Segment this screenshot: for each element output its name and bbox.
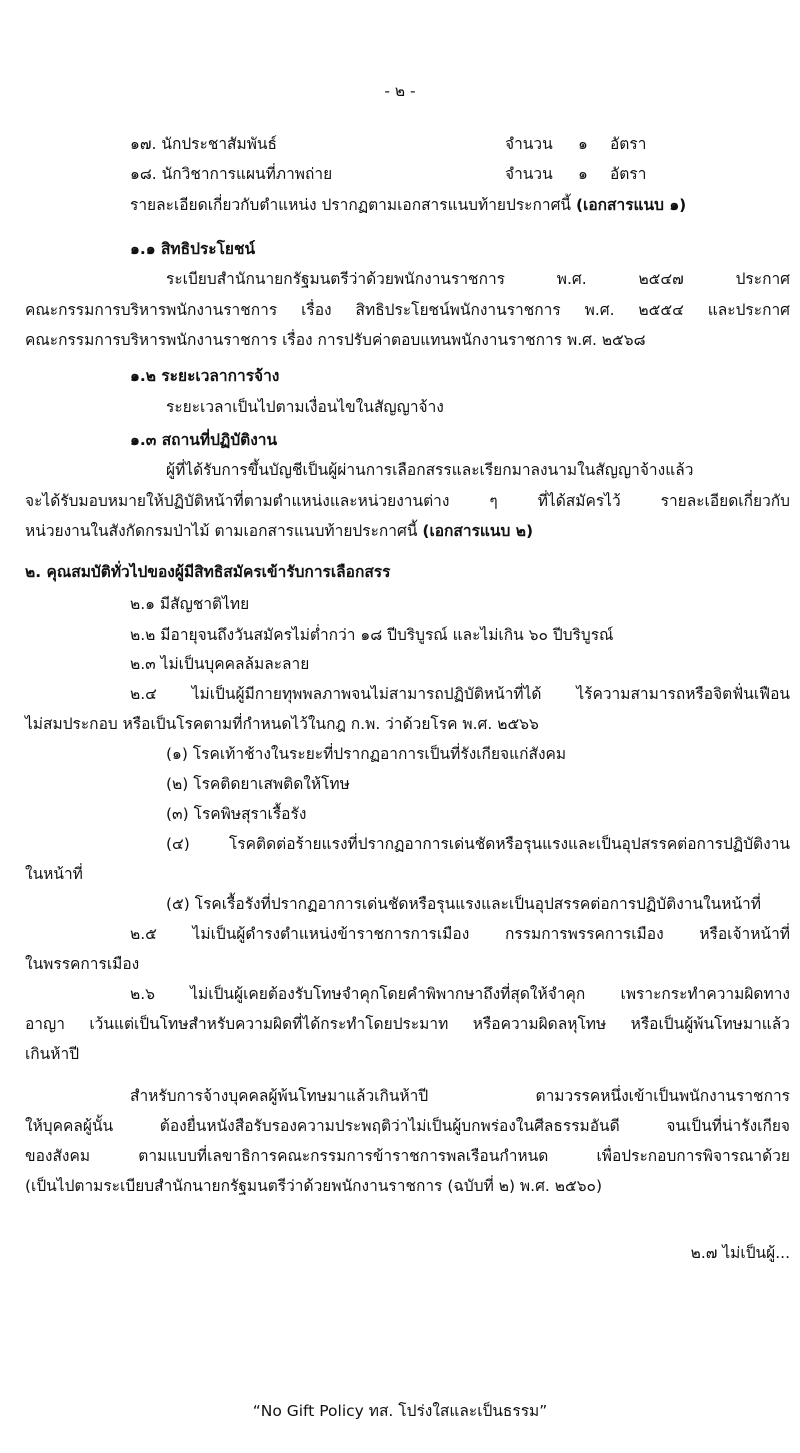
section-2-heading: ๒. คุณสมบัติทั่วไปของผู้มีสิทธิสมัครเข้ารับการเลือกสรร	[25, 563, 391, 581]
section-1-2-heading: ๑.๒ ระยะเวลาการจ้าง	[130, 367, 280, 385]
paragraph-line-3: ของสังคม ตามแบบที่เลขาธิการคณะกรรมการข้าราชการพลเรือนกำหนด เพื่อประกอบการพิจารณาด้วย	[25, 1147, 790, 1165]
position-18-count-label: จำนวน	[505, 165, 553, 183]
item-2-6-line-1: ๒.๖ ไม่เป็นผู้เคยต้องรับโทษจำคุกโดยคำพิพากษาถึงที่สุดให้จำคุก เพราะกระทำความผิดทาง	[130, 985, 790, 1003]
disease-4-line-2: ในหน้าที่	[25, 865, 83, 883]
item-2-4-line-1: ๒.๔ ไม่เป็นผู้มีกายทุพพลภาพจนไม่สามารถปฏิบัติหน้าที่ได้ ไร้ความสามารถหรือจิตฟั่นเฟือน	[130, 685, 790, 703]
section-1-3-heading: ๑.๓ สถานที่ปฏิบัติงาน	[130, 431, 278, 449]
section-1-1-heading: ๑.๑ สิทธิประโยชน์	[130, 240, 256, 258]
section-1-3-line-1: ผู้ที่ได้รับการขึ้นบัญชีเป็นผู้ผ่านการเลือกสรรและเรียกมาลงนามในสัญญาจ้างแล้ว	[166, 461, 694, 479]
item-2-3: ๒.๓ ไม่เป็นบุคคลล้มละลาย	[130, 655, 310, 673]
paragraph-line-4: (เป็นไปตามระเบียบสำนักนายกรัฐมนตรีว่าด้วยพนักงานราชการ (ฉบับที่ ๒) พ.ศ. ๒๕๖๐)	[25, 1177, 603, 1195]
position-18-name: ๑๘. นักวิชาการแผนที่ภาพถ่าย	[130, 165, 333, 183]
item-2-4-line-2: ไม่สมประกอบ หรือเป็นโรคตามที่กำหนดไว้ในกฎ ก.พ. ว่าด้วยโรค พ.ศ. ๒๕๖๖	[25, 715, 539, 733]
item-2-6-line-3: เกินห้าปี	[25, 1045, 80, 1063]
disease-4-line-1: (๔) โรคติดต่อร้ายแรงที่ปรากฏอาการเด่นชัดหรือรุนแรงและเป็นอุปสรรคต่อการปฏิบัติงาน	[166, 835, 790, 853]
section-1-1-line-1: ระเบียบสำนักนายกรัฐมนตรีว่าด้วยพนักงานราชการ พ.ศ. ๒๕๔๗ ประกาศ	[166, 270, 790, 288]
position-18-unit: อัตรา	[610, 165, 647, 183]
continuation-marker: ๒.๗ ไม่เป็นผู้...	[690, 1244, 790, 1262]
paragraph-line-2: ให้บุคคลผู้นั้น ต้องยื่นหนังสือรับรองความประพฤติว่าไม่เป็นผู้บกพร่องในศีลธรรมอันดี จนเป็นที่น่ารังเกียจ	[25, 1117, 790, 1135]
paragraph-line-1: สำหรับการจ้างบุคคลผู้พ้นโทษมาแล้วเกินห้าปี ตามวรรคหนึ่งเข้าเป็นพนักงานราชการ	[130, 1087, 790, 1105]
section-1-2-line: ระยะเวลาเป็นไปตามเงื่อนไขในสัญญาจ้าง	[166, 398, 444, 416]
details-text: รายละเอียดเกี่ยวกับตำแหน่ง ปรากฏตามเอกสารแนบท้ายประกาศนี้	[130, 196, 576, 214]
section-1-3-line-2: จะได้รับมอบหมายให้ปฏิบัติหน้าที่ตามตำแหน่งและหน่วยงานต่าง ๆ ที่ได้สมัครไว้ รายละเอียดเกี่ยวกับ	[25, 492, 790, 510]
page-number: - ๒ -	[384, 82, 416, 100]
details-ref: (เอกสารแนบ ๑)	[575, 196, 687, 214]
details-line	[130, 194, 686, 216]
position-17-count: ๑	[578, 135, 588, 153]
section-1-3-line-3-text: หน่วยงานในสังกัดกรมป่าไม้ ตามเอกสารแนบท้ายประกาศนี้	[25, 522, 423, 540]
section-1-1-line-3: คณะกรรมการบริหารพนักงานราชการ เรื่อง การปรับค่าตอบแทนพนักงานราชการ พ.ศ. ๒๕๖๘	[25, 331, 646, 349]
section-1-1-line-2: คณะกรรมการบริหารพนักงานราชการ เรื่อง สิทธิประโยชน์พนักงานราชการ พ.ศ. ๒๕๕๔ และประกาศ	[25, 301, 790, 319]
disease-3: (๓) โรคพิษสุราเรื้อรัง	[166, 805, 307, 823]
section-1-3-ref: (เอกสารแนบ ๒)	[422, 522, 534, 540]
item-2-1: ๒.๑ มีสัญชาติไทย	[130, 595, 250, 613]
item-2-6-line-2: อาญา เว้นแต่เป็นโทษสำหรับความผิดที่ได้กระทำโดยประมาท หรือความผิดลหุโทษ หรือเป็นผู้พ้นโทษมาแล้ว	[25, 1015, 790, 1033]
footer-slogan: “No Gift Policy ทส. โปร่งใสและเป็นธรรม”	[252, 1402, 548, 1420]
section-1-3-line-3	[25, 520, 533, 542]
disease-2: (๒) โรคติดยาเสพติดให้โทษ	[166, 775, 350, 793]
item-2-5-line-2: ในพรรคการเมือง	[25, 955, 140, 973]
position-17-name: ๑๗. นักประชาสัมพันธ์	[130, 135, 277, 153]
position-17-count-label: จำนวน	[505, 135, 553, 153]
position-17-unit: อัตรา	[610, 135, 647, 153]
disease-1: (๑) โรคเท้าช้างในระยะที่ปรากฏอาการเป็นที่รังเกียจแก่สังคม	[166, 745, 567, 763]
position-18-count: ๑	[578, 165, 588, 183]
item-2-2: ๒.๒ มีอายุจนถึงวันสมัครไม่ต่ำกว่า ๑๘ ปีบริบูรณ์ และไม่เกิน ๖๐ ปีบริบูรณ์	[130, 626, 614, 644]
item-2-5-line-1: ๒.๕ ไม่เป็นผู้ดำรงตำแหน่งข้าราชการการเมือง กรรมการพรรคการเมือง หรือเจ้าหน้าที่	[130, 925, 790, 943]
disease-5: (๕) โรคเรื้อรังที่ปรากฏอาการเด่นชัดหรือรุนแรงและเป็นอุปสรรคต่อการปฏิบัติงานในหน้าที่	[166, 895, 761, 913]
